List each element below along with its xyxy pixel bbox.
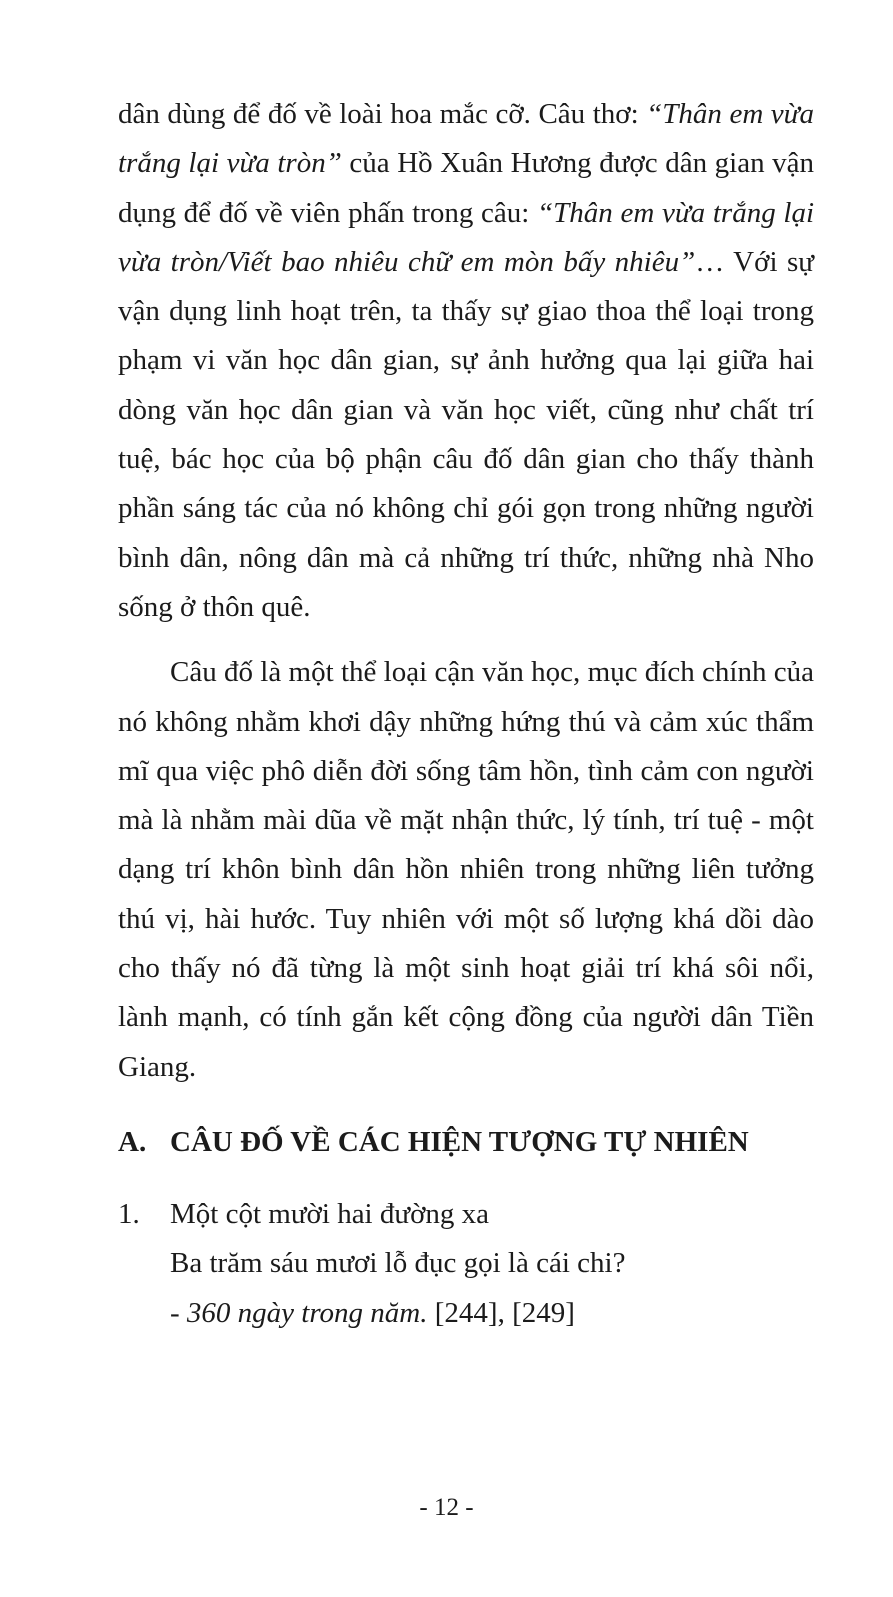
riddle-line-2: Ba trăm sáu mươi lỗ đục gọi là cái chi? bbox=[170, 1247, 626, 1280]
riddle-line-1: Một cột mười hai đường xa bbox=[170, 1197, 490, 1230]
riddle-answer-row bbox=[118, 1289, 814, 1339]
page-number: - 12 - bbox=[419, 1494, 474, 1521]
paragraph-2: Câu đố là một thể loại cận văn học, mục đích chính của nó không nhằm khơi dậy những hứng thú và cảm xúc thẩm mĩ qua việc phô diễn đời sống tâm hồn, tình cảm con người mà là nhằm mài dũa về mặt nhận thức, lý tính, trí tuệ - một dạng trí khôn bình dân hồn nhiên trong những liên tưởng thú vị, hài hước. Tuy nhiên với một số lượng khá dồi dào cho thấy nó đã từng là một sinh hoạt giải trí khá sôi nổi, lành mạnh, có tính gắn kết cộng đồng của người dân Tiền Giang. bbox=[118, 656, 814, 1083]
para1-text-b: của Hồ Xuân Hương được dân gian vận dụng để đố về viên phấn trong câu: bbox=[118, 147, 815, 229]
riddle-answer: - 360 ngày trong năm. bbox=[170, 1296, 428, 1329]
riddle-1 bbox=[118, 1190, 814, 1339]
para1-text-c: … Với sự vận dụng linh hoạt trên, ta thấy sự giao thoa thể loại trong phạm vi văn học dân gian, sự ảnh hưởng qua lại giữa hai dòng văn học dân gian và văn học viết, cũng như chất trí tuệ, bác học của bộ phận câu đố dân gian cho thấy thành phần sáng tác của nó không chỉ gói gọn trong những người bình dân, nông dân mà cả những trí thức, những nhà Nho sống ở thôn quê. bbox=[118, 245, 814, 623]
riddle-number: 1. bbox=[118, 1197, 140, 1230]
page-body bbox=[118, 90, 814, 1338]
para1-text-a: dân dùng để đố về loài hoa mắc cỡ. Câu thơ: bbox=[118, 98, 647, 130]
section-title: CÂU ĐỐ VỀ CÁC HIỆN TƯỢNG TỰ NHIÊN bbox=[170, 1125, 749, 1158]
riddle-first-row bbox=[118, 1190, 814, 1240]
riddle-references: [244], [249] bbox=[427, 1296, 575, 1329]
paragraph-1 bbox=[118, 90, 814, 632]
quote-2: “Thân em vừa trắng lại vừa tròn/Viết bao nhiêu chữ em mòn bấy nhiêu” bbox=[118, 196, 815, 278]
section-heading bbox=[118, 1122, 814, 1162]
quote-1: “Thân em vừa trắng lại vừa tròn” bbox=[118, 98, 814, 180]
section-letter: A. bbox=[118, 1125, 147, 1158]
